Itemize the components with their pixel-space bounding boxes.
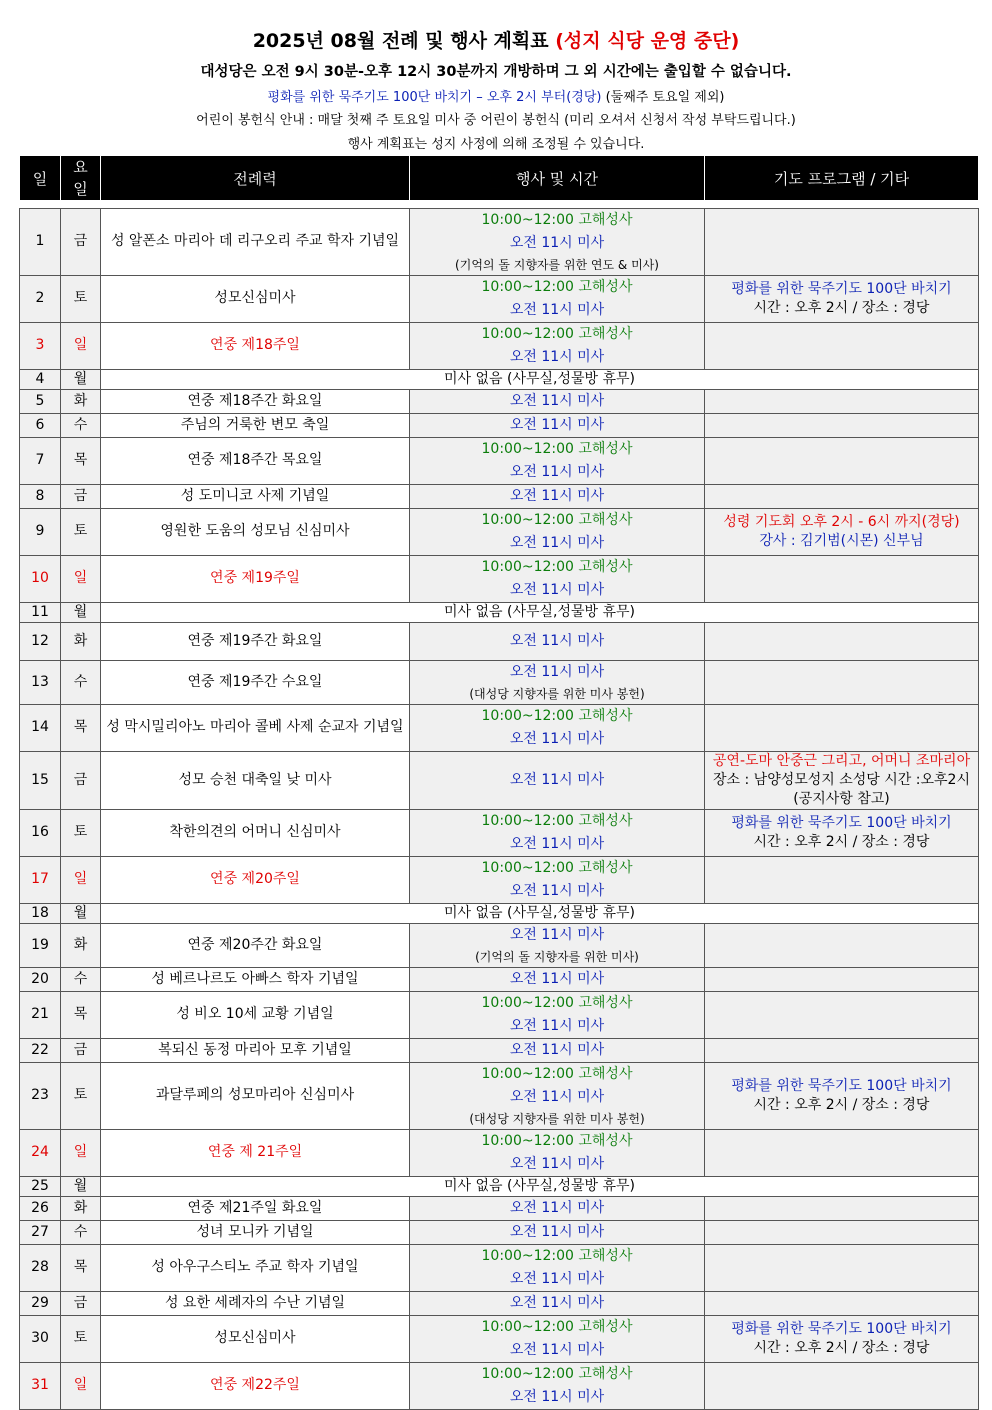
mass-time: 오전 11시 미사 [509, 464, 605, 480]
mass-time: 오전 11시 미사 [509, 883, 605, 899]
weekday-cell: 수 [61, 1221, 101, 1245]
date-cell: 14 [20, 705, 61, 752]
table-row [20, 414, 979, 438]
mass-time: 오전 11시 미사 [509, 1295, 605, 1311]
date-cell: 30 [20, 1316, 61, 1363]
table-row [20, 924, 979, 968]
other-cell [705, 485, 979, 509]
liturgy-cell: 성모신심미사 [101, 276, 410, 323]
liturgy-cell: 성 알폰소 마리아 데 리구오리 주교 학자 기념일 [101, 209, 410, 276]
liturgy-cell: 과달루페의 성모마리아 신심미사 [101, 1063, 410, 1130]
schedule-table [19, 155, 979, 1410]
weekday-cell: 일 [61, 323, 101, 370]
events-cell [410, 1245, 705, 1292]
date-cell: 7 [20, 438, 61, 485]
liturgy-cell: 연중 제18주간 화요일 [101, 390, 410, 414]
other-cell [705, 1292, 979, 1316]
mass-time: 오전 11시 미사 [509, 417, 605, 433]
mass-time: 오전 11시 미사 [509, 1018, 605, 1034]
children-offering-notice: 어린이 봉헌식 안내 : 매달 첫째 주 토요일 미사 중 어린이 봉헌식 (미리 오셔서 신청서 작성 부탁드립니다.) [196, 113, 796, 128]
table-row [20, 1197, 979, 1221]
table-row [20, 1292, 979, 1316]
title-notice: (성지 식당 운영 중단) [555, 30, 740, 52]
program-line: 공연-도마 안중근 그리고, 어머니 조마리아 [712, 753, 971, 769]
events-cell [410, 323, 705, 370]
weekday-cell: 목 [61, 992, 101, 1039]
weekday-cell: 일 [61, 556, 101, 603]
rosary-notice [0, 86, 992, 105]
date-cell: 22 [20, 1039, 61, 1063]
table-row [20, 390, 979, 414]
title-main: 2025년 08월 전례 및 행사 계획표 [252, 30, 549, 52]
opening-hours-notice: 대성당은 오전 9시 30분-오후 12시 30분까지 개방하며 그 외 시간에는 출입할 수 없습니다. [200, 64, 792, 80]
program-line: 시간 : 오후 2시 / 장소 : 경당 [753, 1340, 930, 1356]
liturgy-cell: 연중 제18주일 [101, 323, 410, 370]
program-line: 평화를 위한 묵주기도 100단 바치기 [731, 1078, 952, 1094]
table-row [20, 904, 979, 924]
other-cell [705, 390, 979, 414]
weekday-cell: 화 [61, 1197, 101, 1221]
mass-time: 오전 11시 미사 [509, 1342, 605, 1358]
confession-time: 10:00~12:00 고해성사 [481, 1066, 633, 1082]
mass-time: 오전 11시 미사 [509, 1042, 605, 1058]
liturgy-cell: 연중 제19주일 [101, 556, 410, 603]
date-cell: 12 [20, 623, 61, 661]
other-cell [705, 323, 979, 370]
date-cell: 4 [20, 370, 61, 390]
mass-time: 오전 11시 미사 [509, 664, 605, 680]
events-cell [410, 992, 705, 1039]
table-row [20, 276, 979, 323]
events-cell [410, 1197, 705, 1221]
weekday-cell: 금 [61, 485, 101, 509]
liturgy-cell: 성 비오 10세 교황 기념일 [101, 992, 410, 1039]
liturgy-cell: 연중 제19주간 수요일 [101, 661, 410, 705]
liturgy-cell: 성 베르나르도 아빠스 학자 기념일 [101, 968, 410, 992]
date-cell: 26 [20, 1197, 61, 1221]
other-cell [705, 1197, 979, 1221]
other-cell [705, 752, 979, 810]
confession-time: 10:00~12:00 고해성사 [481, 708, 633, 724]
weekday-cell: 월 [61, 370, 101, 390]
weekday-cell: 화 [61, 390, 101, 414]
liturgy-cell: 성모 승천 대축일 낮 미사 [101, 752, 410, 810]
weekday-cell: 토 [61, 810, 101, 857]
other-cell [705, 276, 979, 323]
confession-time: 10:00~12:00 고해성사 [481, 1366, 633, 1382]
liturgy-cell: 착한의견의 어머니 신심미사 [101, 810, 410, 857]
weekday-cell: 토 [61, 276, 101, 323]
other-cell [705, 992, 979, 1039]
event-note: (기억의 돌 지향자를 위한 미사) [475, 950, 639, 964]
table-header-row [20, 156, 979, 203]
weekday-cell: 일 [61, 857, 101, 904]
other-cell [705, 438, 979, 485]
mass-time: 오전 11시 미사 [509, 772, 605, 788]
date-cell: 18 [20, 904, 61, 924]
confession-time: 10:00~12:00 고해성사 [481, 559, 633, 575]
table-row [20, 661, 979, 705]
date-cell: 28 [20, 1245, 61, 1292]
confession-time: 10:00~12:00 고해성사 [481, 1248, 633, 1264]
weekday-cell: 월 [61, 904, 101, 924]
col-header-liturgy: 전례력 [101, 156, 410, 203]
other-cell [705, 1221, 979, 1245]
confession-time: 10:00~12:00 고해성사 [481, 512, 633, 528]
liturgy-cell: 연중 제20주간 화요일 [101, 924, 410, 968]
mass-time: 오전 11시 미사 [509, 971, 605, 987]
table-row [20, 509, 979, 556]
table-row [20, 810, 979, 857]
confession-time: 10:00~12:00 고해성사 [481, 279, 633, 295]
liturgy-cell: 성 도미니코 사제 기념일 [101, 485, 410, 509]
mass-time: 오전 11시 미사 [509, 1271, 605, 1287]
date-cell: 20 [20, 968, 61, 992]
table-row [20, 1130, 979, 1177]
confession-time: 10:00~12:00 고해성사 [481, 1133, 633, 1149]
table-row [20, 1063, 979, 1130]
events-cell [410, 485, 705, 509]
weekday-cell: 수 [61, 661, 101, 705]
mass-time: 오전 11시 미사 [509, 582, 605, 598]
date-cell: 29 [20, 1292, 61, 1316]
events-cell [410, 1292, 705, 1316]
events-cell [410, 1063, 705, 1130]
other-cell [705, 968, 979, 992]
liturgy-cell: 주님의 거룩한 변모 축일 [101, 414, 410, 438]
no-mass-cell: 미사 없음 (사무실,성물방 휴무) [101, 904, 979, 924]
no-mass-cell: 미사 없음 (사무실,성물방 휴무) [101, 1177, 979, 1197]
other-cell [705, 1316, 979, 1363]
mass-time: 오전 11시 미사 [509, 1156, 605, 1172]
confession-time: 10:00~12:00 고해성사 [481, 813, 633, 829]
events-cell [410, 705, 705, 752]
weekday-cell: 금 [61, 209, 101, 276]
mass-time: 오전 11시 미사 [509, 836, 605, 852]
date-cell: 21 [20, 992, 61, 1039]
liturgy-cell: 성모신심미사 [101, 1316, 410, 1363]
other-cell [705, 1039, 979, 1063]
mass-time: 오전 11시 미사 [509, 927, 605, 943]
table-row [20, 1363, 979, 1410]
col-header-date: 일 [20, 156, 61, 203]
program-line: 평화를 위한 묵주기도 100단 바치기 [731, 281, 952, 297]
table-row [20, 603, 979, 623]
liturgy-cell: 연중 제20주일 [101, 857, 410, 904]
weekday-cell: 토 [61, 509, 101, 556]
table-row [20, 857, 979, 904]
date-cell: 13 [20, 661, 61, 705]
table-row [20, 968, 979, 992]
mass-time: 오전 11시 미사 [509, 302, 605, 318]
liturgy-cell: 연중 제18주간 목요일 [101, 438, 410, 485]
weekday-cell: 금 [61, 1039, 101, 1063]
program-line: 성령 기도회 오후 2시 - 6시 까지(경당) [723, 514, 960, 530]
event-note: (대성당 지향자를 위한 미사 봉헌) [469, 1112, 645, 1126]
liturgy-cell: 연중 제21주일 화요일 [101, 1197, 410, 1221]
table-row [20, 1245, 979, 1292]
date-cell: 17 [20, 857, 61, 904]
date-cell: 5 [20, 390, 61, 414]
other-cell [705, 1063, 979, 1130]
mass-time: 오전 11시 미사 [509, 1389, 605, 1405]
other-cell [705, 1245, 979, 1292]
events-cell [410, 810, 705, 857]
other-cell [705, 509, 979, 556]
confession-time: 10:00~12:00 고해성사 [481, 1319, 633, 1335]
confession-time: 10:00~12:00 고해성사 [481, 212, 633, 228]
table-row [20, 323, 979, 370]
weekday-cell: 목 [61, 438, 101, 485]
other-cell [705, 810, 979, 857]
other-cell [705, 1130, 979, 1177]
weekday-cell: 월 [61, 1177, 101, 1197]
program-line: 시간 : 오후 2시 / 장소 : 경당 [753, 300, 930, 316]
weekday-cell: 금 [61, 752, 101, 810]
confession-time: 10:00~12:00 고해성사 [481, 860, 633, 876]
program-line: 평화를 위한 묵주기도 100단 바치기 [731, 1321, 952, 1337]
events-cell [410, 1316, 705, 1363]
weekday-cell: 목 [61, 1245, 101, 1292]
events-cell [410, 1130, 705, 1177]
mass-time: 오전 11시 미사 [509, 393, 605, 409]
mass-time: 오전 11시 미사 [509, 1200, 605, 1216]
schedule-change-notice: 행사 계획표는 성지 사정에 의해 조정될 수 있습니다. [347, 137, 645, 152]
col-header-other: 기도 프로그램 / 기타 [705, 156, 979, 203]
rosary-notice-main: 평화를 위한 묵주기도 100단 바치기 – 오후 2시 부터(경당) [267, 90, 602, 105]
events-cell [410, 968, 705, 992]
date-cell: 15 [20, 752, 61, 810]
table-row [20, 752, 979, 810]
weekday-cell: 금 [61, 1292, 101, 1316]
date-cell: 6 [20, 414, 61, 438]
mass-time: 오전 11시 미사 [509, 535, 605, 551]
mass-time: 오전 11시 미사 [509, 1224, 605, 1240]
mass-time: 오전 11시 미사 [509, 633, 605, 649]
other-cell [705, 414, 979, 438]
table-row [20, 209, 979, 276]
date-cell: 27 [20, 1221, 61, 1245]
weekday-cell: 월 [61, 603, 101, 623]
liturgy-cell: 연중 제19주간 화요일 [101, 623, 410, 661]
events-cell [410, 1039, 705, 1063]
other-cell [705, 857, 979, 904]
table-row [20, 1039, 979, 1063]
date-cell: 24 [20, 1130, 61, 1177]
events-cell [410, 209, 705, 276]
events-cell [410, 623, 705, 661]
table-row [20, 1177, 979, 1197]
rosary-notice-exception: (둘째주 토요일 제외) [601, 90, 725, 105]
table-row [20, 705, 979, 752]
schedule-body [20, 202, 979, 1410]
other-cell [705, 661, 979, 705]
col-header-weekday-text: 요일 [73, 158, 88, 198]
date-cell: 19 [20, 924, 61, 968]
page-title [0, 26, 992, 53]
program-line: 시간 : 오후 2시 / 장소 : 경당 [753, 834, 930, 850]
date-cell: 9 [20, 509, 61, 556]
table-row [20, 1221, 979, 1245]
events-cell [410, 509, 705, 556]
date-cell: 8 [20, 485, 61, 509]
liturgy-cell: 성 막시밀리아노 마리아 콜베 사제 순교자 기념일 [101, 705, 410, 752]
events-cell [410, 556, 705, 603]
other-cell [705, 209, 979, 276]
event-note: (기억의 돌 지향자를 위한 연도 & 미사) [455, 258, 659, 272]
table-row [20, 485, 979, 509]
events-cell [410, 414, 705, 438]
program-line: 강사 : 김기범(시몬) 신부님 [759, 533, 924, 549]
events-cell [410, 661, 705, 705]
date-cell: 11 [20, 603, 61, 623]
liturgy-cell: 연중 제 21주일 [101, 1130, 410, 1177]
weekday-cell: 화 [61, 623, 101, 661]
mass-time: 오전 11시 미사 [509, 1089, 605, 1105]
date-cell: 25 [20, 1177, 61, 1197]
table-row [20, 556, 979, 603]
date-cell: 2 [20, 276, 61, 323]
program-line: 평화를 위한 묵주기도 100단 바치기 [731, 815, 952, 831]
date-cell: 1 [20, 209, 61, 276]
events-cell [410, 276, 705, 323]
program-line: 시간 : 오후 2시 / 장소 : 경당 [753, 1097, 930, 1113]
col-header-events: 행사 및 시간 [410, 156, 705, 203]
events-cell [410, 924, 705, 968]
date-cell: 31 [20, 1363, 61, 1410]
no-mass-cell: 미사 없음 (사무실,성물방 휴무) [101, 370, 979, 390]
liturgy-cell: 성 아우구스티노 주교 학자 기념일 [101, 1245, 410, 1292]
table-row [20, 992, 979, 1039]
other-cell [705, 556, 979, 603]
confession-time: 10:00~12:00 고해성사 [481, 441, 633, 457]
weekday-cell: 목 [61, 705, 101, 752]
events-cell [410, 438, 705, 485]
event-note: (대성당 지향자를 위한 미사 봉헌) [469, 687, 645, 701]
other-cell [705, 1363, 979, 1410]
events-cell [410, 857, 705, 904]
table-row [20, 370, 979, 390]
events-cell [410, 390, 705, 414]
table-row [20, 623, 979, 661]
weekday-cell: 화 [61, 924, 101, 968]
mass-time: 오전 11시 미사 [509, 731, 605, 747]
other-cell [705, 623, 979, 661]
weekday-cell: 토 [61, 1316, 101, 1363]
weekday-cell: 수 [61, 414, 101, 438]
confession-time: 10:00~12:00 고해성사 [481, 326, 633, 342]
liturgy-cell: 영원한 도움의 성모님 신심미사 [101, 509, 410, 556]
weekday-cell: 수 [61, 968, 101, 992]
date-cell: 23 [20, 1063, 61, 1130]
liturgy-cell: 성 요한 세례자의 수난 기념일 [101, 1292, 410, 1316]
mass-time: 오전 11시 미사 [509, 488, 605, 504]
no-mass-cell: 미사 없음 (사무실,성물방 휴무) [101, 603, 979, 623]
events-cell [410, 1363, 705, 1410]
col-header-weekday [61, 156, 101, 203]
table-row [20, 438, 979, 485]
other-cell [705, 705, 979, 752]
weekday-cell: 토 [61, 1063, 101, 1130]
program-line: 장소 : 남양성모성지 소성당 시간 :오후2시 [713, 772, 970, 788]
program-line: (공지사항 참고) [793, 791, 890, 807]
date-cell: 3 [20, 323, 61, 370]
date-cell: 10 [20, 556, 61, 603]
mass-time: 오전 11시 미사 [509, 235, 605, 251]
mass-time: 오전 11시 미사 [509, 349, 605, 365]
table-row [20, 1316, 979, 1363]
liturgy-cell: 복되신 동정 마리아 모후 기념일 [101, 1039, 410, 1063]
liturgy-cell: 연중 제22주일 [101, 1363, 410, 1410]
date-cell: 16 [20, 810, 61, 857]
events-cell [410, 752, 705, 810]
weekday-cell: 일 [61, 1130, 101, 1177]
liturgy-cell: 성녀 모니카 기념일 [101, 1221, 410, 1245]
other-cell [705, 924, 979, 968]
confession-time: 10:00~12:00 고해성사 [481, 995, 633, 1011]
weekday-cell: 일 [61, 1363, 101, 1410]
events-cell [410, 1221, 705, 1245]
